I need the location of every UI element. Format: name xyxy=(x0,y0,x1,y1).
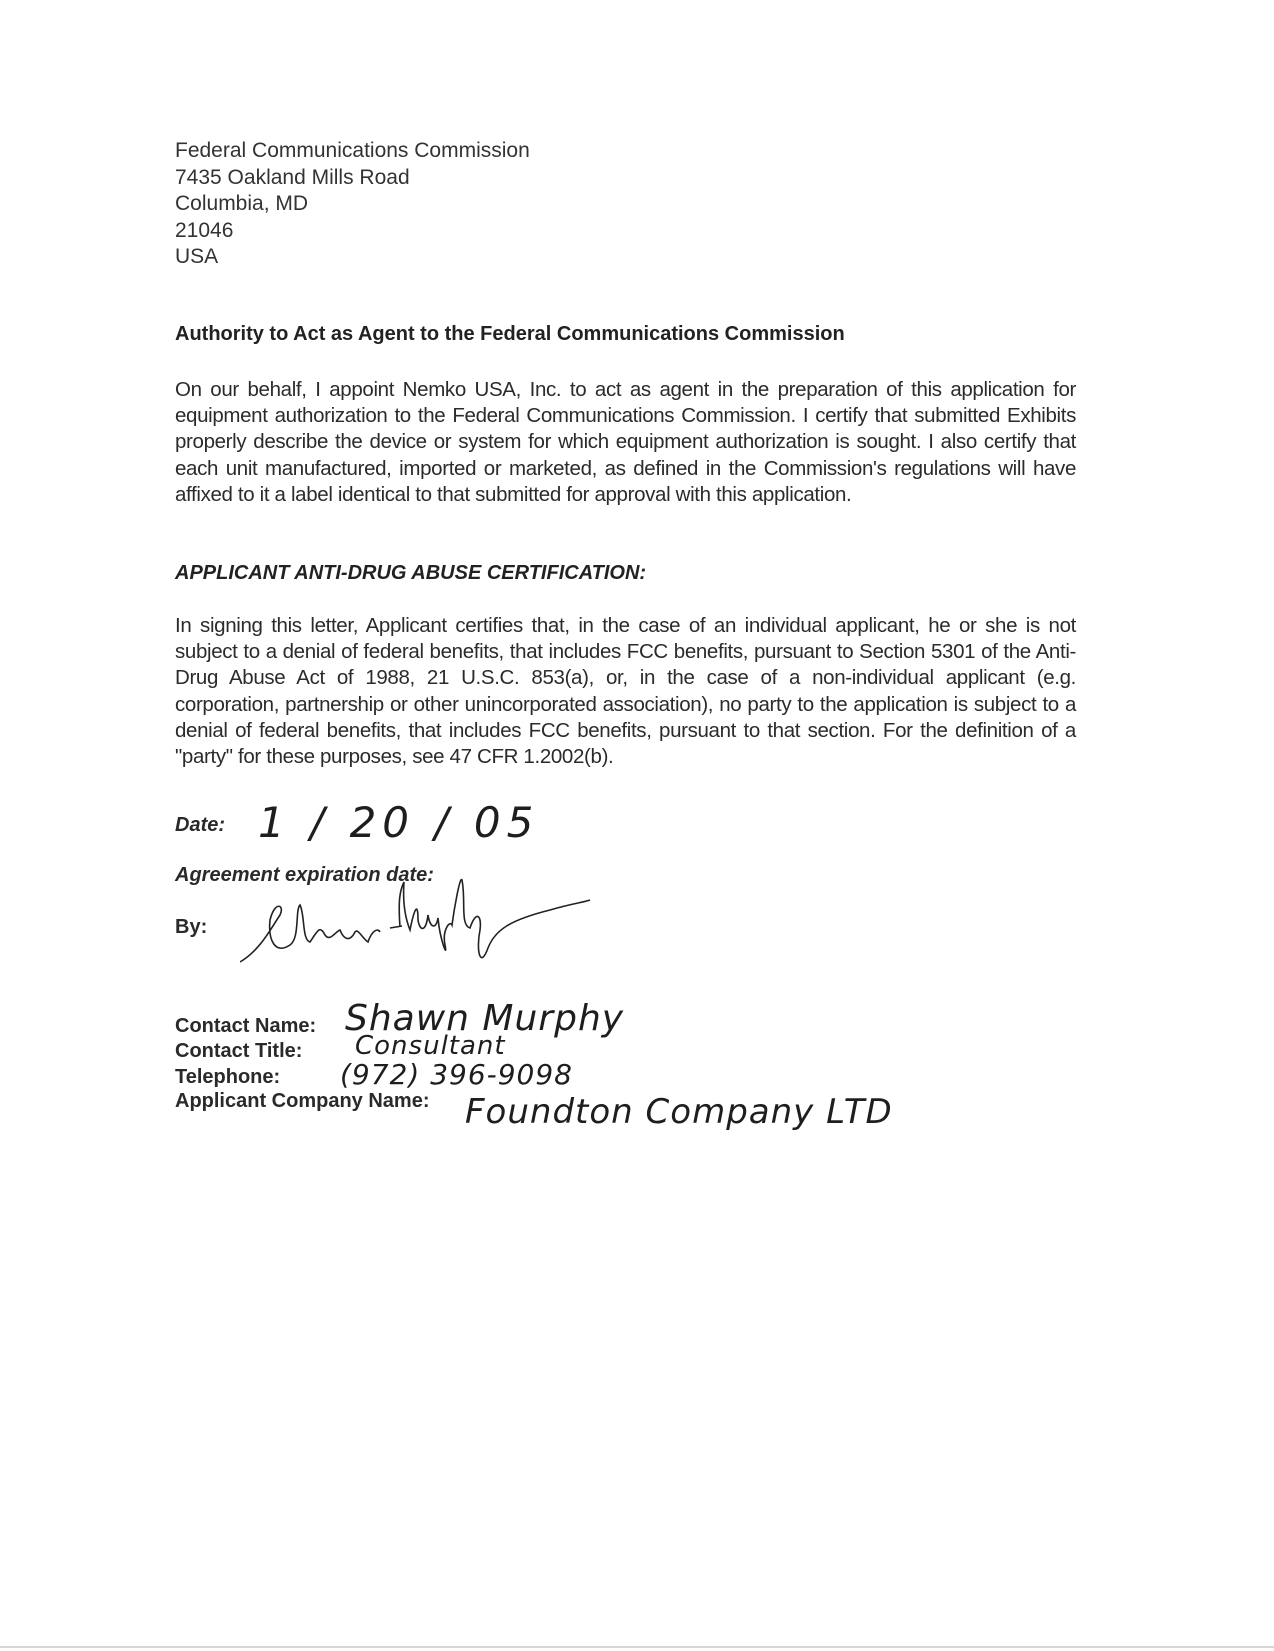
telephone-value: (972) 396-9098 xyxy=(340,1058,573,1091)
recipient-zip: 21046 xyxy=(175,218,234,242)
by-label: By: xyxy=(175,916,208,938)
signature-graphic xyxy=(240,870,660,980)
contact-name-label: Contact Name: xyxy=(175,1015,317,1037)
expiration-label: Agreement expiration date: xyxy=(175,864,434,886)
company-name-value: Foundton Company LTD xyxy=(465,1092,893,1132)
company-name-label: Applicant Company Name: xyxy=(175,1090,430,1112)
date-label: Date: xyxy=(175,814,226,836)
recipient-name: Federal Communications Commission xyxy=(175,139,530,162)
scan-edge-line xyxy=(0,1646,1274,1648)
date-value: 1 / 20 / 05 xyxy=(258,798,540,847)
recipient-country: USA xyxy=(175,245,219,268)
recipient-address xyxy=(175,138,530,271)
contact-title-value: Consultant xyxy=(355,1031,506,1061)
telephone-label: Telephone: xyxy=(175,1066,281,1088)
authority-paragraph: On our behalf, I appoint Nemko USA, Inc. to act as agent in the preparation of this application for equipment authorization to the Federal Communications Commission. I certify that submitted Exhibits properly describe the device or system for which equipment authorization is sought. I also certify that each unit manufactured, imported or marketed, as defined in the Commission's regulations will have affixed to it a label identical to that submitted for approval with this application. xyxy=(175,378,1076,506)
authority-heading: Authority to Act as Agent to the Federal Communications Commission xyxy=(175,323,845,345)
recipient-street: 7435 Oakland Mills Road xyxy=(175,165,410,189)
anti-drug-heading: APPLICANT ANTI-DRUG ABUSE CERTIFICATION: xyxy=(175,562,647,584)
anti-drug-paragraph: In signing this letter, Applicant certifies that, in the case of an individual applicant, he or she is not subject to a denial of federal benefits, that includes FCC benefits, pursuant to Section 5301 of the Anti-Drug Abuse Act of 1988, 21 U.S.C. 853(a), or, in the case of a non-individual applicant (e.g. corporation, partnership or other unincorporated association), no party to the application is subject to a denial of federal benefits, that includes FCC benefits, pursuant to that section. For the definition of a "party" for these purposes, see 47 CFR 1.2002(b). xyxy=(175,614,1076,769)
contact-name-value: Shawn Murphy xyxy=(345,998,625,1039)
recipient-city-state: Columbia, MD xyxy=(175,192,309,215)
contact-title-label: Contact Title: xyxy=(175,1040,303,1062)
